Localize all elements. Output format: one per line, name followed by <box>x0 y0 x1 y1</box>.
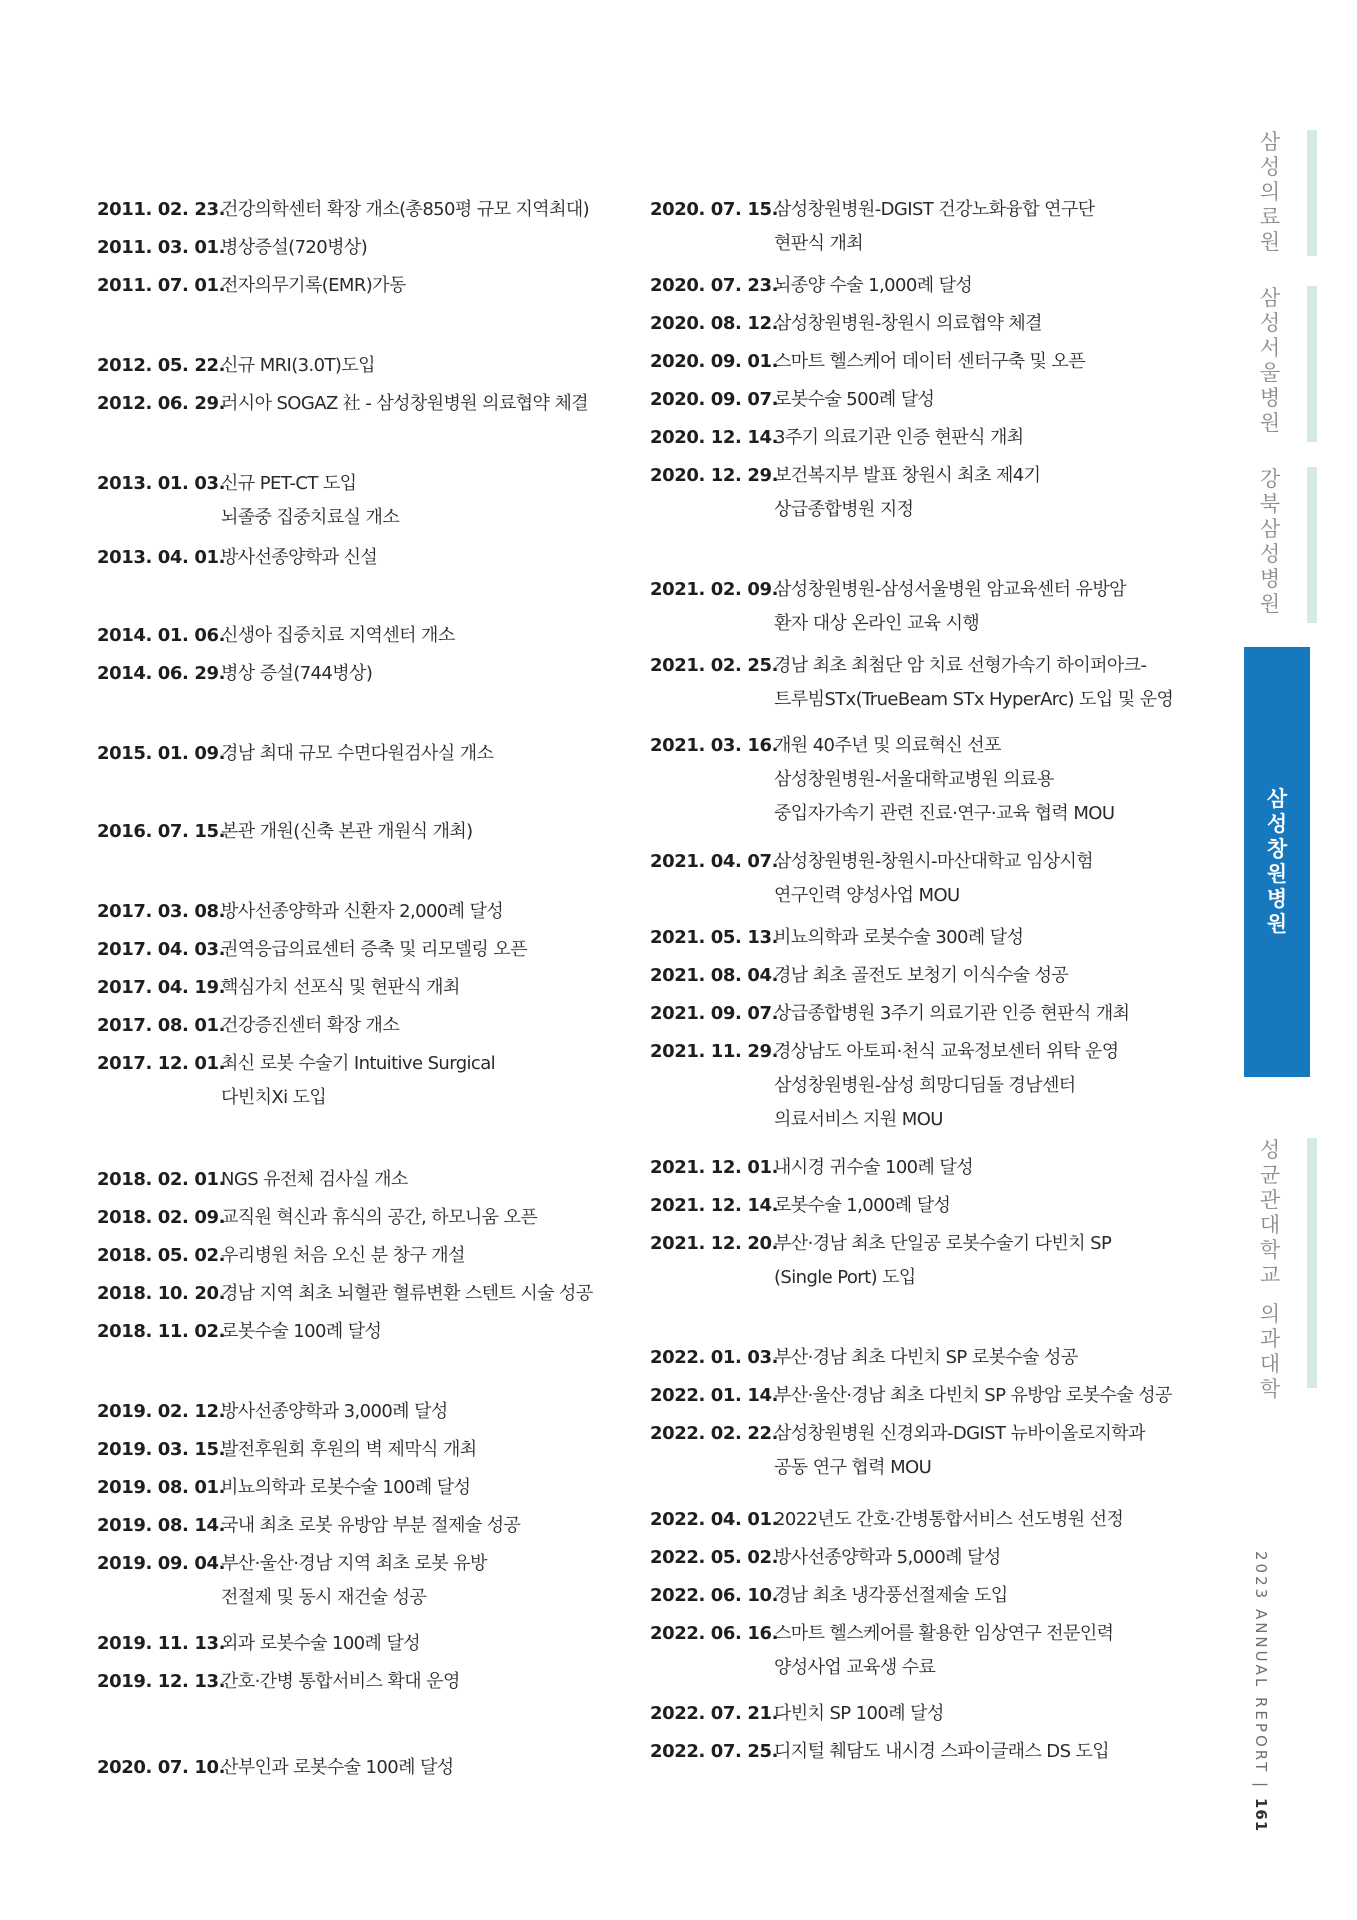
tab-indicator-bar <box>1307 286 1317 442</box>
entry-line: 2022년도 간호·간병통합서비스 선도병원 선정 <box>774 1509 1124 1530</box>
entry-line: 방사선종양학과 3,000례 달성 <box>221 1401 448 1422</box>
entry-line: 권역응급의료센터 증축 및 리모델링 오픈 <box>221 939 527 960</box>
entry-line: 3주기 의료기관 인증 현판식 개최 <box>774 427 1024 448</box>
entry-date: 2021. 12. 14. <box>650 1195 779 1216</box>
entry-line: 로봇수술 500례 달성 <box>774 389 935 410</box>
entry-line: 디지털 췌담도 내시경 스파이글래스 DS 도입 <box>774 1741 1110 1762</box>
entry-line: 공동 연구 협력 MOU <box>774 1457 932 1478</box>
entry-line: 부산·울산·경남 지역 최초 로봇 유방 <box>221 1553 487 1574</box>
entry-line: 부산·경남 최초 단일공 로봇수술기 다빈치 SP <box>774 1233 1112 1254</box>
entry-line: 경남 지역 최초 뇌혈관 혈류변환 스텐트 시술 성공 <box>221 1283 593 1304</box>
entry-line: 삼성창원병원-DGIST 건강노화융합 연구단 <box>774 199 1095 220</box>
entry-date: 2022. 01. 03. <box>650 1347 779 1368</box>
entry-date: 2021. 12. 01. <box>650 1157 779 1178</box>
entry-date: 2017. 03. 08. <box>97 901 226 922</box>
entry-line: 신규 PET-CT 도입 <box>221 473 357 494</box>
entry-line: 교직원 혁신과 휴식의 공간, 하모니움 오픈 <box>221 1207 538 1228</box>
entry-date: 2019. 08. 01. <box>97 1477 226 1498</box>
entry-line: 간호·간병 통합서비스 확대 운영 <box>221 1671 460 1692</box>
entry-line: 신생아 집중치료 지역센터 개소 <box>221 625 455 646</box>
entry-date: 2018. 11. 02. <box>97 1321 226 1342</box>
entry-line: 연구인력 양성사업 MOU <box>774 885 960 906</box>
entry-line: 삼성창원병원-창원시 의료협약 체결 <box>774 313 1042 334</box>
page-footer <box>1240 1551 1280 1833</box>
footer-separator: | <box>1252 1782 1270 1791</box>
entry-description <box>774 459 1040 527</box>
entry-description <box>774 1227 1111 1295</box>
entry-date: 2020. 09. 01. <box>650 351 779 372</box>
entry-date: 2019. 03. 15. <box>97 1439 226 1460</box>
entry-line: 본관 개원(신축 본관 개원식 개최) <box>221 821 473 842</box>
entry-date: 2021. 08. 04. <box>650 965 779 986</box>
entry-line: 비뇨의학과 로봇수술 100례 달성 <box>221 1477 471 1498</box>
entry-description <box>774 1617 1113 1685</box>
entry-date: 2015. 01. 09. <box>97 743 226 764</box>
entry-date: 2020. 12. 29. <box>650 465 779 486</box>
entry-line: 러시아 SOGAZ 社 - 삼성창원병원 의료협약 체결 <box>221 393 589 414</box>
entry-date: 2011. 07. 01. <box>97 275 226 296</box>
entry-date: 2011. 02. 23. <box>97 199 226 220</box>
entry-line: 경상남도 아토피·천식 교육정보센터 위탁 운영 <box>774 1041 1119 1062</box>
entry-date: 2018. 10. 20. <box>97 1283 226 1304</box>
entry-description <box>774 345 1085 379</box>
entry-description <box>774 1417 1145 1485</box>
entry-line: 내시경 귀수술 100례 달성 <box>774 1157 974 1178</box>
entry-line: 로봇수술 100례 달성 <box>221 1321 382 1342</box>
entry-line: 경남 최대 규모 수면다원검사실 개소 <box>221 743 494 764</box>
entry-date: 2022. 07. 25. <box>650 1741 779 1762</box>
entry-line: 스마트 헬스케어를 활용한 임상연구 전문인력 <box>774 1623 1114 1644</box>
entry-date: 2018. 02. 09. <box>97 1207 226 1228</box>
entry-date: 2014. 06. 29. <box>97 663 226 684</box>
entry-line: 전절제 및 동시 재건술 성공 <box>221 1587 427 1608</box>
entry-date: 2020. 07. 15. <box>650 199 779 220</box>
entry-date: 2022. 01. 14. <box>650 1385 779 1406</box>
entry-description <box>774 193 1095 261</box>
entry-line: 상급종합병원 지정 <box>774 499 914 520</box>
entry-date: 2020. 09. 07. <box>650 389 779 410</box>
entry-date: 2011. 03. 01. <box>97 237 226 258</box>
entry-line: 핵심가치 선포식 및 현판식 개최 <box>221 977 460 998</box>
entry-date: 2019. 02. 12. <box>97 1401 226 1422</box>
entry-line: 최신 로봇 수술기 Intuitive Surgical <box>221 1053 496 1074</box>
entry-date: 2022. 07. 21. <box>650 1703 779 1724</box>
entry-date: 2020. 07. 23. <box>650 275 779 296</box>
entry-date: 2020. 12. 14. <box>650 427 779 448</box>
entry-description <box>774 649 1173 717</box>
entry-date: 2021. 03. 16. <box>650 735 779 756</box>
entry-line: 삼성창원병원-삼성서울병원 암교육센터 유방암 <box>774 579 1126 600</box>
entry-line: 건강의학센터 확장 개소(총850평 규모 지역최대) <box>221 199 590 220</box>
entry-date: 2013. 01. 03. <box>97 473 226 494</box>
entry-line: 비뇨의학과 로봇수술 300례 달성 <box>774 927 1024 948</box>
entry-line: 전자의무기록(EMR)가동 <box>221 275 406 296</box>
entry-date: 2012. 06. 29. <box>97 393 226 414</box>
entry-line: 삼성창원병원-삼성 희망디딤돌 경남센터 <box>774 1075 1076 1096</box>
entry-description <box>774 1503 1123 1537</box>
entry-line: 산부인과 로봇수술 100례 달성 <box>221 1757 454 1778</box>
side-tab-samsung-seoul-hospital[interactable]: 삼 성 서 울 병 원 <box>1259 286 1281 435</box>
entry-date: 2020. 07. 10. <box>97 1757 226 1778</box>
entry-description <box>774 573 1126 641</box>
side-tab-kangbuk-samsung-hospital[interactable]: 강 북 삼 성 병 원 <box>1259 467 1281 616</box>
entry-line: 환자 대상 온라인 교육 시행 <box>774 613 980 634</box>
entry-line: 개원 40주년 및 의료혁신 선포 <box>774 735 1001 756</box>
side-tab-samsung-changwon-hospital[interactable]: 삼 성 창 원 병 원 <box>1244 647 1310 1077</box>
entry-line: 방사선종양학과 신환자 2,000례 달성 <box>221 901 504 922</box>
entry-date: 2021. 11. 29. <box>650 1041 779 1062</box>
entry-date: 2021. 04. 07. <box>650 851 779 872</box>
entry-line: 우리병원 처음 오신 분 창구 개설 <box>221 1245 465 1266</box>
entry-line: 경남 최초 최첨단 암 치료 선형가속기 하이퍼아크- <box>774 655 1147 676</box>
entry-date: 2019. 12. 13. <box>97 1671 226 1692</box>
entry-date: 2021. 02. 25. <box>650 655 779 676</box>
entry-date: 2017. 04. 03. <box>97 939 226 960</box>
entry-description <box>774 1189 950 1223</box>
entry-description <box>774 1735 1109 1769</box>
entry-description <box>774 921 1023 955</box>
tab-indicator-bar <box>1307 130 1317 256</box>
entry-date: 2017. 08. 01. <box>97 1015 226 1036</box>
entry-description <box>774 1541 1001 1575</box>
entry-date: 2021. 02. 09. <box>650 579 779 600</box>
side-tab-skku-school-of-medicine[interactable]: 성 균 관 대 학 교 의 과 대 학 <box>1259 1138 1281 1401</box>
report-title: 2023 ANNUAL REPORT <box>1252 1551 1270 1775</box>
entry-description <box>774 1379 1172 1413</box>
entry-description <box>774 729 1114 831</box>
entry-line: 삼성창원병원 신경외과-DGIST 뉴바이올로지학과 <box>774 1423 1145 1444</box>
entry-description <box>774 1697 944 1731</box>
entry-line: 부산·경남 최초 다빈치 SP 로봇수술 성공 <box>774 1347 1078 1368</box>
entry-date: 2013. 04. 01. <box>97 547 226 568</box>
entry-date: 2022. 06. 10. <box>650 1585 779 1606</box>
entry-line: 신규 MRI(3.0T)도입 <box>221 355 375 376</box>
entry-date: 2017. 12. 01. <box>97 1053 226 1074</box>
tab-indicator-bar <box>1307 1138 1317 1388</box>
entry-description <box>774 1579 1008 1613</box>
entry-line: 국내 최초 로봇 유방암 부분 절제술 성공 <box>221 1515 521 1536</box>
entry-date: 2022. 05. 02. <box>650 1547 779 1568</box>
entry-line: 스마트 헬스케어 데이터 센터구축 및 오픈 <box>774 351 1086 372</box>
entry-line: 부산·울산·경남 최초 다빈치 SP 유방암 로봇수술 성공 <box>774 1385 1172 1406</box>
entry-line: 의료서비스 지원 MOU <box>774 1109 943 1130</box>
entry-date: 2022. 06. 16. <box>650 1623 779 1644</box>
entry-line: 보건복지부 발표 창원시 최초 제4기 <box>774 465 1041 486</box>
entry-line: 뇌종양 수술 1,000례 달성 <box>774 275 973 296</box>
entry-line: 경남 최초 골전도 보청기 이식수술 성공 <box>774 965 1069 986</box>
entry-line: 삼성창원병원-서울대학교병원 의료용 <box>774 769 1054 790</box>
entry-date: 2022. 02. 22. <box>650 1423 779 1444</box>
entry-line: 로봇수술 1,000례 달성 <box>774 1195 951 1216</box>
entry-line: NGS 유전체 검사실 개소 <box>221 1169 408 1190</box>
entry-description <box>774 959 1068 993</box>
entry-description <box>774 1341 1078 1375</box>
entry-line: 삼성창원병원-창원시-마산대학교 임상시험 <box>774 851 1094 872</box>
entry-description <box>774 421 1024 455</box>
entry-line: 방사선종양학과 신설 <box>221 547 378 568</box>
entry-line: 상급종합병원 3주기 의료기관 인증 현판식 개최 <box>774 1003 1130 1024</box>
entry-date: 2019. 11. 13. <box>97 1633 226 1654</box>
entry-date: 2018. 05. 02. <box>97 1245 226 1266</box>
entry-description <box>774 383 934 417</box>
entry-date: 2019. 08. 14. <box>97 1515 226 1536</box>
entry-date: 2021. 09. 07. <box>650 1003 779 1024</box>
entry-date: 2016. 07. 15. <box>97 821 226 842</box>
entry-line: 경남 최초 냉각풍선절제술 도입 <box>774 1585 1008 1606</box>
entry-line: 발전후원회 후원의 벽 제막식 개최 <box>221 1439 477 1460</box>
entry-description <box>774 845 1093 913</box>
entry-line: 외과 로봇수술 100례 달성 <box>221 1633 421 1654</box>
entry-description <box>774 1035 1119 1137</box>
entry-description <box>774 997 1129 1031</box>
tab-indicator-bar <box>1307 467 1317 623</box>
entry-line: 병상증설(720병상) <box>221 237 368 258</box>
entry-line: 트루빔STx(TrueBeam STx HyperArc) 도입 및 운영 <box>774 689 1174 710</box>
entry-date: 2021. 12. 20. <box>650 1233 779 1254</box>
page-number: 161 <box>1252 1797 1270 1833</box>
entry-line: 다빈치 SP 100례 달성 <box>774 1703 944 1724</box>
entry-date: 2012. 05. 22. <box>97 355 226 376</box>
entry-date: 2014. 01. 06. <box>97 625 226 646</box>
entry-date: 2018. 02. 01. <box>97 1169 226 1190</box>
entry-line: 중입자가속기 관련 진료·연구·교육 협력 MOU <box>774 803 1115 824</box>
entry-line: 현판식 개최 <box>774 233 864 254</box>
entry-line: 양성사업 교육생 수료 <box>774 1657 936 1678</box>
entry-description <box>774 269 972 303</box>
entry-line: 건강증진센터 확장 개소 <box>221 1015 400 1036</box>
entry-line: 병상 증설(744병상) <box>221 663 373 684</box>
entry-line: (Single Port) 도입 <box>774 1267 916 1288</box>
entry-description <box>774 1151 973 1185</box>
entry-date: 2021. 05. 13. <box>650 927 779 948</box>
entry-line: 뇌졸중 집중치료실 개소 <box>221 507 400 528</box>
entry-date: 2017. 04. 19. <box>97 977 226 998</box>
entry-description <box>774 307 1042 341</box>
entry-date: 2022. 04. 01. <box>650 1509 779 1530</box>
entry-date: 2020. 08. 12. <box>650 313 779 334</box>
entry-line: 방사선종양학과 5,000례 달성 <box>774 1547 1001 1568</box>
side-tab-samsung-medical-center[interactable]: 삼 성 의 료 원 <box>1259 130 1281 254</box>
entry-date: 2019. 09. 04. <box>97 1553 226 1574</box>
entry-line: 다빈치Xi 도입 <box>221 1087 327 1108</box>
